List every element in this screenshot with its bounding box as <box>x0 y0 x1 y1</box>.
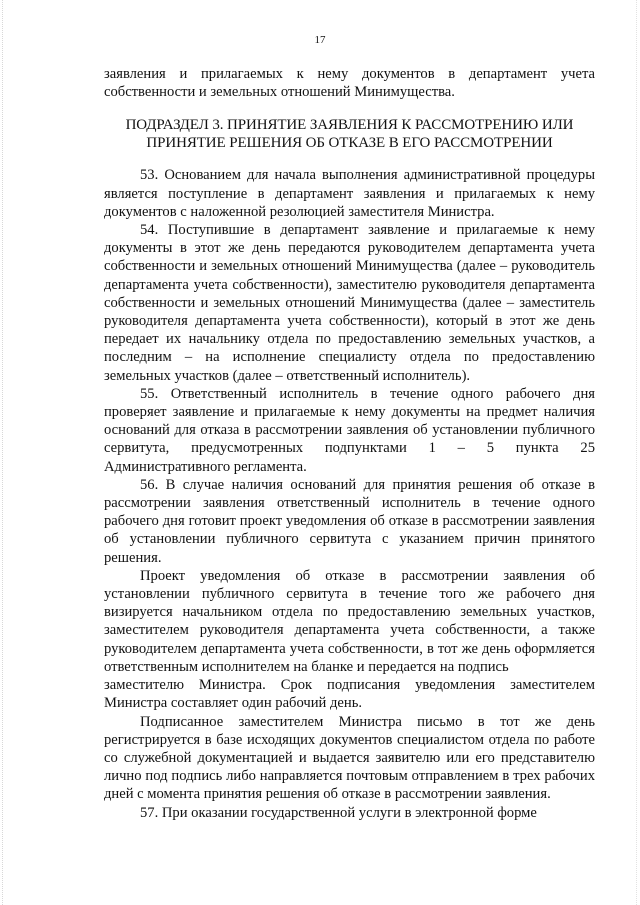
section-heading-line-2: ПРИНЯТИЕ РЕШЕНИЯ ОБ ОТКАЗЕ В ЕГО РАССМОТРЕНИИ <box>146 135 553 152</box>
paragraph-signing-term: заместителю Министра. Срок подписания уведомления заместителем Министра составляет один рабочий день. <box>104 677 595 712</box>
section-heading <box>104 116 595 152</box>
scan-edge-right <box>633 0 637 905</box>
paragraph-53: 53. Основанием для начала выполнения административной процедуры является поступление в департамент заявления и прилагаемых к нему документов с наложенной резолюцией заместителя Министра. <box>104 167 595 220</box>
paragraph-draft-notice: Проект уведомления об отказе в рассмотрении заявления об установлении публичного сервитута в течение того же рабочего дня визируется начальником отдела по предоставлению земельных участков, заместителем руководителя департамента учета собственности, а также руководителем департамента учета собственности, в тот же день оформляется ответственным исполнителем на бланке и передается на подпись <box>104 567 595 675</box>
paragraph-55: 55. Ответственный исполнитель в течение одного рабочего дня проверяет заявление и прилагаемые к нему документы на предмет наличия оснований для отказа в рассмотрении заявления об установлении публичного сервитута, предусмотренных подпунктами 1 – 5 пункта 25 Административного регламента. <box>104 385 595 475</box>
paragraph-56: 56. В случае наличия оснований для принятия решения об отказе в рассмотрении заявления ответственный исполнитель в течение одного рабочего дня готовит проект уведомления об отказе в рассмотрении заявления об установлении публичного сервитута с указанием причин принятого решения. <box>104 476 595 566</box>
document-body <box>104 65 595 822</box>
section-heading-line-1: ПОДРАЗДЕЛ 3. ПРИНЯТИЕ ЗАЯВЛЕНИЯ К РАССМОТРЕНИЮ ИЛИ <box>125 117 574 134</box>
paragraph-57: 57. При оказании государственной услуги в электронной форме <box>140 804 537 821</box>
scan-edge-left <box>2 0 6 905</box>
page-number: 17 <box>314 34 326 46</box>
paragraph-54: 54. Поступившие в департамент заявление и прилагаемые к нему документы в этот же день передаются руководителем департамента учета собственности и земельных отношений Минимущества (далее – руководитель департамента учета собственности), заместителю руководителя департамента собственности и земельных отношений Минимущества (далее – заместитель руководителя департамента учета собственности), который в этот же день передает их начальнику отдела по предоставлению земельных участков, а последним – на исполнение специалисту отдела по предоставлению земельных участков (далее – ответственный исполнитель). <box>104 222 595 384</box>
intro-paragraph: заявления и прилагаемых к нему документов в департамент учета собственности и земельных отношений Минимущества. <box>104 66 595 101</box>
paragraph-signed-letter: Подписанное заместителем Министра письмо в тот же день регистрируется в базе исходящих документов специалистом отдела по работе со служебной документацией и выдается заявителю или его представителю лично под подпись либо направляется почтовым отправлением в трех рабочих дней с момента принятия решения об отказе в рассмотрении заявления. <box>104 713 595 803</box>
